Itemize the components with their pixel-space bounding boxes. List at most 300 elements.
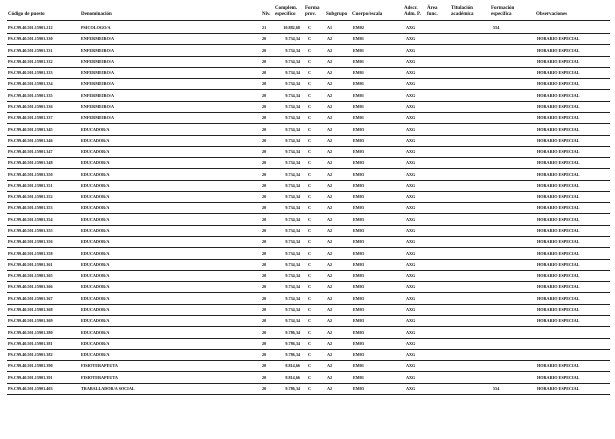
cell-cuerpo: EM01 bbox=[353, 81, 364, 87]
cell-subgrupo: A2 bbox=[327, 295, 333, 301]
cell-forma: C bbox=[308, 329, 312, 335]
cell-denominacion: ENFERMEIRO/A bbox=[81, 58, 115, 64]
cell-codigo: PS.C99.40.501.15901.355 bbox=[8, 228, 53, 234]
table-row bbox=[0, 251, 615, 262]
cell-codigo: PS.C99.40.501.15901.335 bbox=[8, 92, 53, 98]
table-row bbox=[0, 318, 615, 329]
cell-subgrupo: A2 bbox=[327, 182, 333, 188]
cell-forma: C bbox=[308, 216, 312, 222]
cell-denominacion: EDUCADOR/A bbox=[81, 137, 110, 143]
cell-complemento: 9.734,34 bbox=[285, 194, 300, 200]
cell-nivel: 20 bbox=[262, 92, 267, 98]
cell-codigo: PS.C99.40.501.15901.391 bbox=[8, 374, 53, 380]
header-denominacion: Denominación bbox=[81, 12, 112, 17]
table-row bbox=[0, 149, 615, 160]
cell-complemento: 9.734,34 bbox=[285, 318, 300, 324]
header-observaciones: Observaciones bbox=[536, 12, 568, 17]
cell-adscripcion: AXG bbox=[406, 171, 416, 177]
cell-nivel: 20 bbox=[262, 149, 267, 155]
cell-codigo: PS.C99.40.501.15901.390 bbox=[8, 363, 53, 369]
cell-nivel: 20 bbox=[262, 115, 267, 121]
cell-forma: C bbox=[308, 171, 312, 177]
cell-cuerpo: EM03 bbox=[353, 284, 364, 290]
cell-complemento: 9.734,34 bbox=[285, 58, 300, 64]
cell-denominacion: FISIOTERAPEUTA bbox=[81, 363, 118, 369]
cell-observaciones: HORARIO ESPECIAL bbox=[537, 182, 580, 188]
row-rule bbox=[7, 112, 610, 113]
cell-codigo: PS.C99.40.501.15901.382 bbox=[8, 352, 53, 358]
cell-complemento: 9.734,34 bbox=[285, 205, 300, 211]
row-rule bbox=[7, 259, 610, 260]
cell-forma: C bbox=[308, 352, 312, 358]
table-row bbox=[0, 59, 615, 70]
cell-observaciones: HORARIO ESPECIAL bbox=[537, 228, 580, 234]
cell-forma: C bbox=[308, 363, 312, 369]
cell-adscripcion: AXG bbox=[406, 160, 416, 166]
cell-denominacion: ENFERMEIRO/A bbox=[81, 92, 115, 98]
row-rule bbox=[7, 33, 610, 34]
cell-cuerpo: EM03 bbox=[353, 340, 364, 346]
cell-codigo: PS.C99.40.501.15901.332 bbox=[8, 58, 53, 64]
cell-nivel: 20 bbox=[262, 284, 267, 290]
cell-complemento: 9.734,34 bbox=[285, 70, 300, 76]
cell-denominacion: EDUCADOR/A bbox=[81, 182, 110, 188]
row-rule bbox=[7, 202, 610, 203]
cell-denominacion: EDUCADOR/A bbox=[81, 352, 110, 358]
header-forma: Forma prov. bbox=[305, 6, 320, 17]
row-rule bbox=[7, 191, 610, 192]
cell-adscripcion: AXG bbox=[406, 92, 416, 98]
cell-denominacion: EDUCADOR/A bbox=[81, 340, 110, 346]
cell-denominacion: EDUCADOR/A bbox=[81, 273, 110, 279]
cell-nivel: 20 bbox=[262, 36, 267, 42]
cell-forma: C bbox=[308, 137, 312, 143]
cell-observaciones: HORARIO ESPECIAL bbox=[537, 103, 580, 109]
cell-forma: C bbox=[308, 81, 312, 87]
table-row bbox=[0, 341, 615, 352]
table-row bbox=[0, 70, 615, 81]
cell-codigo: PS.C99.40.501.15901.351 bbox=[8, 182, 53, 188]
cell-codigo: PS.C99.40.501.15901.330 bbox=[8, 36, 53, 42]
row-rule bbox=[7, 180, 610, 181]
header-titulacion: Titulación académica bbox=[451, 6, 474, 17]
cell-observaciones: HORARIO ESPECIAL bbox=[537, 160, 580, 166]
row-rule bbox=[7, 146, 610, 147]
table-row bbox=[0, 194, 615, 205]
cell-forma: C bbox=[308, 70, 312, 76]
cell-denominacion: EDUCADOR/A bbox=[81, 295, 110, 301]
cell-forma: C bbox=[308, 318, 312, 324]
cell-subgrupo: A2 bbox=[327, 81, 333, 87]
cell-denominacion: EDUCADOR/A bbox=[81, 239, 110, 245]
cell-observaciones: HORARIO ESPECIAL bbox=[537, 250, 580, 256]
cell-codigo: PS.C99.40.501.15901.353 bbox=[8, 205, 53, 211]
cell-denominacion: EDUCADOR/A bbox=[81, 284, 110, 290]
cell-nivel: 20 bbox=[262, 137, 267, 143]
cell-forma: C bbox=[308, 149, 312, 155]
cell-observaciones: HORARIO ESPECIAL bbox=[537, 239, 580, 245]
cell-adscripcion: AXG bbox=[406, 25, 416, 30]
cell-subgrupo: A2 bbox=[327, 58, 333, 64]
cell-forma: C bbox=[308, 273, 312, 279]
table-row bbox=[0, 386, 615, 397]
cell-adscripcion: AXG bbox=[406, 261, 416, 267]
cell-observaciones: HORARIO ESPECIAL bbox=[537, 47, 580, 53]
cell-denominacion: FISIOTERAPEUTA bbox=[81, 374, 118, 380]
cell-observaciones: HORARIO ESPECIAL bbox=[537, 295, 580, 301]
cell-complemento: 9.734,34 bbox=[285, 160, 300, 166]
cell-adscripcion: AXG bbox=[406, 385, 416, 391]
cell-complemento: 9.786,34 bbox=[285, 352, 300, 358]
table-row bbox=[0, 273, 615, 284]
cell-adscripcion: AXG bbox=[406, 216, 416, 222]
table-row bbox=[0, 330, 615, 341]
cell-complemento: 8.814,66 bbox=[285, 363, 300, 369]
cell-adscripcion: AXG bbox=[406, 374, 416, 380]
cell-adscripcion: AXG bbox=[406, 318, 416, 324]
table-row bbox=[0, 160, 615, 171]
cell-adscripcion: AXG bbox=[406, 36, 416, 42]
row-rule bbox=[7, 281, 610, 282]
cell-cuerpo: EM01 bbox=[353, 115, 364, 121]
cell-complemento: 9.786,34 bbox=[285, 329, 300, 335]
cell-complemento: 9.734,34 bbox=[285, 228, 300, 234]
cell-codigo: PS.C99.40.501.15901.347 bbox=[8, 149, 53, 155]
cell-codigo: PS.C99.40.501.15901.366 bbox=[8, 284, 53, 290]
cell-complemento: 9.734,34 bbox=[285, 182, 300, 188]
row-rule bbox=[7, 315, 610, 316]
cell-subgrupo: A1 bbox=[327, 25, 333, 30]
cell-forma: C bbox=[308, 239, 312, 245]
row-rule bbox=[7, 360, 610, 361]
cell-complemento: 9.734,34 bbox=[285, 36, 300, 42]
cell-codigo: PS.C99.40.501.15901.381 bbox=[8, 340, 53, 346]
cell-cuerpo: EM03 bbox=[353, 194, 364, 200]
cell-denominacion: EDUCADOR/A bbox=[81, 205, 110, 211]
header-nivel: Niv. bbox=[262, 12, 271, 17]
cell-denominacion: ENFERMEIRO/A bbox=[81, 36, 115, 42]
cell-nivel: 20 bbox=[262, 216, 267, 222]
cell-subgrupo: A2 bbox=[327, 149, 333, 155]
cell-observaciones: HORARIO ESPECIAL bbox=[537, 70, 580, 76]
cell-adscripcion: AXG bbox=[406, 295, 416, 301]
cell-subgrupo: A2 bbox=[327, 363, 333, 369]
cell-adscripcion: AXG bbox=[406, 126, 416, 132]
cell-nivel: 20 bbox=[262, 194, 267, 200]
row-rule bbox=[7, 236, 610, 237]
cell-codigo: PS.C99.40.501.15901.346 bbox=[8, 137, 53, 143]
header-codigo: Código de puesto bbox=[8, 12, 45, 17]
table-row bbox=[0, 262, 615, 273]
table-row bbox=[0, 239, 615, 250]
row-rule bbox=[7, 225, 610, 226]
row-rule bbox=[7, 56, 610, 57]
cell-complemento: 9.734,34 bbox=[285, 149, 300, 155]
row-rule bbox=[7, 270, 610, 271]
table-row bbox=[0, 115, 615, 126]
cell-complemento: 9.734,34 bbox=[285, 307, 300, 312]
cell-nivel: 20 bbox=[262, 81, 267, 87]
table-row bbox=[0, 375, 615, 386]
cell-denominacion: PSICOLOGO/A bbox=[81, 25, 111, 30]
table-row bbox=[0, 296, 615, 307]
cell-subgrupo: A2 bbox=[327, 92, 333, 98]
cell-subgrupo: A2 bbox=[327, 160, 333, 166]
cell-codigo: PS.C99.40.501.15901.367 bbox=[8, 295, 53, 301]
cell-cuerpo: EM03 bbox=[353, 171, 364, 177]
cell-subgrupo: A2 bbox=[327, 171, 333, 177]
row-rule bbox=[7, 157, 610, 158]
cell-cuerpo: EM03 bbox=[353, 318, 364, 324]
cell-cuerpo: EM03 bbox=[353, 160, 364, 166]
cell-codigo: PS.C99.40.501.15901.369 bbox=[8, 318, 53, 324]
cell-nivel: 20 bbox=[262, 126, 267, 132]
cell-forma: C bbox=[308, 228, 312, 234]
cell-cuerpo: EM03 bbox=[353, 228, 364, 234]
row-rule bbox=[7, 135, 610, 136]
cell-nivel: 20 bbox=[262, 273, 267, 279]
cell-denominacion: EDUCADOR/A bbox=[81, 261, 110, 267]
cell-forma: C bbox=[308, 103, 312, 109]
cell-denominacion: EDUCADOR/A bbox=[81, 250, 110, 256]
cell-adscripcion: AXG bbox=[406, 340, 416, 346]
row-rule bbox=[7, 394, 610, 395]
cell-subgrupo: A2 bbox=[327, 374, 333, 380]
row-rule bbox=[7, 67, 610, 68]
cell-complemento: 9.786,34 bbox=[285, 385, 300, 391]
cell-observaciones: HORARIO ESPECIAL bbox=[537, 385, 580, 391]
cell-forma: C bbox=[308, 92, 312, 98]
cell-cuerpo: EM03 bbox=[353, 329, 364, 335]
cell-forma: C bbox=[308, 115, 312, 121]
cell-adscripcion: AXG bbox=[406, 228, 416, 234]
cell-nivel: 20 bbox=[262, 205, 267, 211]
cell-observaciones: HORARIO ESPECIAL bbox=[537, 374, 580, 380]
cell-nivel: 20 bbox=[262, 307, 267, 312]
row-rule bbox=[7, 247, 610, 248]
row-rule bbox=[7, 168, 610, 169]
cell-complemento: 9.734,34 bbox=[285, 126, 300, 132]
cell-denominacion: TRABALLADOR/A SOCIAL bbox=[81, 385, 135, 391]
cell-complemento: 9.734,34 bbox=[285, 239, 300, 245]
cell-nivel: 20 bbox=[262, 171, 267, 177]
cell-nivel: 20 bbox=[262, 261, 267, 267]
cell-complemento: 9.734,34 bbox=[285, 284, 300, 290]
cell-subgrupo: A2 bbox=[327, 239, 333, 245]
cell-subgrupo: A2 bbox=[327, 273, 333, 279]
table-row bbox=[0, 127, 615, 138]
cell-adscripcion: AXG bbox=[406, 81, 416, 87]
header-formacion: Formación específica bbox=[491, 6, 515, 17]
table-row bbox=[0, 363, 615, 374]
row-rule bbox=[7, 338, 610, 339]
cell-forma: C bbox=[308, 47, 312, 53]
cell-subgrupo: A2 bbox=[327, 216, 333, 222]
cell-forma: C bbox=[308, 182, 312, 188]
table-row bbox=[0, 36, 615, 47]
cell-denominacion: ENFERMEIRO/A bbox=[81, 103, 115, 109]
table-row bbox=[0, 104, 615, 115]
cell-adscripcion: AXG bbox=[406, 239, 416, 245]
cell-codigo: PS.C99.40.501.15901.350 bbox=[8, 171, 53, 177]
cell-subgrupo: A2 bbox=[327, 70, 333, 76]
cell-complemento: 9.734,34 bbox=[285, 171, 300, 177]
cell-codigo: PS.C99.40.501.15901.354 bbox=[8, 216, 53, 222]
cell-adscripcion: AXG bbox=[406, 58, 416, 64]
cell-complemento: 9.734,34 bbox=[285, 103, 300, 109]
cell-adscripcion: AXG bbox=[406, 103, 416, 109]
cell-forma: C bbox=[308, 295, 312, 301]
row-rule bbox=[7, 326, 610, 327]
cell-denominacion: EDUCADOR/A bbox=[81, 194, 110, 200]
cell-subgrupo: A2 bbox=[327, 340, 333, 346]
cell-adscripcion: AXG bbox=[406, 182, 416, 188]
cell-complemento: 9.734,34 bbox=[285, 273, 300, 279]
cell-observaciones: HORARIO ESPECIAL bbox=[537, 58, 580, 64]
cell-cuerpo: EM01 bbox=[353, 92, 364, 98]
cell-cuerpo: EM01 bbox=[353, 363, 364, 369]
row-rule bbox=[7, 292, 610, 293]
row-rule bbox=[7, 123, 610, 124]
table-row bbox=[0, 284, 615, 295]
cell-cuerpo: EM01 bbox=[353, 70, 364, 76]
cell-nivel: 20 bbox=[262, 47, 267, 53]
row-rule bbox=[7, 371, 610, 372]
cell-observaciones: HORARIO ESPECIAL bbox=[537, 205, 580, 211]
cell-denominacion: EDUCADOR/A bbox=[81, 149, 110, 155]
cell-observaciones: HORARIO ESPECIAL bbox=[537, 261, 580, 267]
cell-codigo: PS.C99.40.501.15901.368 bbox=[8, 307, 53, 312]
cell-codigo: PS.C99.40.501.15901.358 bbox=[8, 250, 53, 256]
cell-nivel: 21 bbox=[262, 25, 267, 30]
table-row bbox=[0, 25, 615, 36]
header-area: Área func. bbox=[427, 6, 438, 17]
cell-subgrupo: A2 bbox=[327, 126, 333, 132]
cell-complemento: 9.734,34 bbox=[285, 137, 300, 143]
cell-complemento: 9.786,34 bbox=[285, 340, 300, 346]
cell-forma: C bbox=[308, 25, 312, 30]
cell-nivel: 20 bbox=[262, 295, 267, 301]
cell-subgrupo: A2 bbox=[327, 103, 333, 109]
cell-nivel: 20 bbox=[262, 250, 267, 256]
cell-cuerpo: EM01 bbox=[353, 58, 364, 64]
cell-complemento: 9.734,34 bbox=[285, 261, 300, 267]
cell-cuerpo: EM03 bbox=[353, 273, 364, 279]
cell-forma: C bbox=[308, 194, 312, 200]
cell-cuerpo: EM03 bbox=[353, 216, 364, 222]
cell-observaciones: HORARIO ESPECIAL bbox=[537, 307, 580, 312]
cell-denominacion: ENFERMEIRO/A bbox=[81, 115, 115, 121]
cell-denominacion: EDUCADOR/A bbox=[81, 216, 110, 222]
cell-subgrupo: A2 bbox=[327, 329, 333, 335]
cell-codigo: PS.C99.40.501.15901.348 bbox=[8, 160, 53, 166]
cell-adscripcion: AXG bbox=[406, 47, 416, 53]
cell-adscripcion: AXG bbox=[406, 363, 416, 369]
cell-subgrupo: A2 bbox=[327, 205, 333, 211]
cell-forma: C bbox=[308, 205, 312, 211]
cell-denominacion: ENFERMEIRO/A bbox=[81, 47, 115, 53]
cell-cuerpo: EM03 bbox=[353, 149, 364, 155]
cell-observaciones: HORARIO ESPECIAL bbox=[537, 171, 580, 177]
cell-forma: C bbox=[308, 284, 312, 290]
cell-complemento: 9.734,34 bbox=[285, 81, 300, 87]
cell-observaciones: HORARIO ESPECIAL bbox=[537, 216, 580, 222]
cell-adscripcion: AXG bbox=[406, 137, 416, 143]
cell-subgrupo: A2 bbox=[327, 261, 333, 267]
cell-subgrupo: A2 bbox=[327, 137, 333, 143]
cell-nivel: 20 bbox=[262, 363, 267, 369]
cell-denominacion: EDUCADOR/A bbox=[81, 228, 110, 234]
table-row bbox=[0, 228, 615, 239]
cell-forma: C bbox=[308, 307, 312, 312]
row-rule bbox=[7, 349, 610, 350]
cell-denominacion: EDUCADOR/A bbox=[81, 160, 110, 166]
cell-adscripcion: AXG bbox=[406, 250, 416, 256]
cell-cuerpo: EM01 bbox=[353, 103, 364, 109]
table-row bbox=[0, 205, 615, 216]
cell-cuerpo: EM03 bbox=[353, 205, 364, 211]
cell-observaciones: HORARIO ESPECIAL bbox=[537, 92, 580, 98]
cell-nivel: 20 bbox=[262, 352, 267, 358]
cell-cuerpo: EM01 bbox=[353, 374, 364, 380]
cell-observaciones: HORARIO ESPECIAL bbox=[537, 284, 580, 290]
cell-subgrupo: A2 bbox=[327, 318, 333, 324]
cell-codigo: PS.C99.40.501.15901.336 bbox=[8, 103, 53, 109]
cell-cuerpo: EM03 bbox=[353, 126, 364, 132]
cell-nivel: 20 bbox=[262, 385, 267, 391]
cell-adscripcion: AXG bbox=[406, 70, 416, 76]
header-cuerpo: Cuerpo/escala bbox=[352, 12, 383, 17]
header-complemento: Complem. específico bbox=[275, 6, 298, 17]
table-row bbox=[0, 81, 615, 92]
cell-complemento: 9.734,34 bbox=[285, 92, 300, 98]
cell-adscripcion: AXG bbox=[406, 307, 416, 312]
cell-nivel: 20 bbox=[262, 318, 267, 324]
cell-denominacion: EDUCADOR/A bbox=[81, 318, 110, 324]
table-row bbox=[0, 183, 615, 194]
table-row bbox=[0, 307, 615, 318]
cell-denominacion: EDUCADOR/A bbox=[81, 171, 110, 177]
cell-codigo: PS.C99.40.501.15901.365 bbox=[8, 273, 53, 279]
cell-subgrupo: A2 bbox=[327, 250, 333, 256]
cell-observaciones: HORARIO ESPECIAL bbox=[537, 194, 580, 200]
cell-codigo: PS.C99.40.501.15901.331 bbox=[8, 47, 53, 53]
cell-codigo: PS.C99.40.501.15901.380 bbox=[8, 329, 53, 335]
cell-subgrupo: A2 bbox=[327, 36, 333, 42]
row-rule bbox=[7, 89, 610, 90]
cell-observaciones: HORARIO ESPECIAL bbox=[537, 36, 580, 42]
cell-subgrupo: A2 bbox=[327, 307, 333, 312]
cell-complemento: 9.734,34 bbox=[285, 216, 300, 222]
cell-observaciones: HORARIO ESPECIAL bbox=[537, 115, 580, 121]
table-row bbox=[0, 48, 615, 59]
cell-denominacion: EDUCADOR/A bbox=[81, 307, 110, 312]
cell-adscripcion: AXG bbox=[406, 284, 416, 290]
cell-forma: C bbox=[308, 261, 312, 267]
cell-adscripcion: AXG bbox=[406, 149, 416, 155]
cell-complemento: 8.814,66 bbox=[285, 374, 300, 380]
cell-adscripcion: AXG bbox=[406, 115, 416, 121]
cell-forma: C bbox=[308, 250, 312, 256]
cell-cuerpo: EM03 bbox=[353, 137, 364, 143]
cell-nivel: 20 bbox=[262, 374, 267, 380]
cell-cuerpo: EM03 bbox=[353, 295, 364, 301]
cell-observaciones: HORARIO ESPECIAL bbox=[537, 149, 580, 155]
cell-codigo: PS.C99.40.501.15901.337 bbox=[8, 115, 53, 121]
cell-forma: C bbox=[308, 126, 312, 132]
cell-observaciones: HORARIO ESPECIAL bbox=[537, 273, 580, 279]
cell-cuerpo: EM03 bbox=[353, 182, 364, 188]
